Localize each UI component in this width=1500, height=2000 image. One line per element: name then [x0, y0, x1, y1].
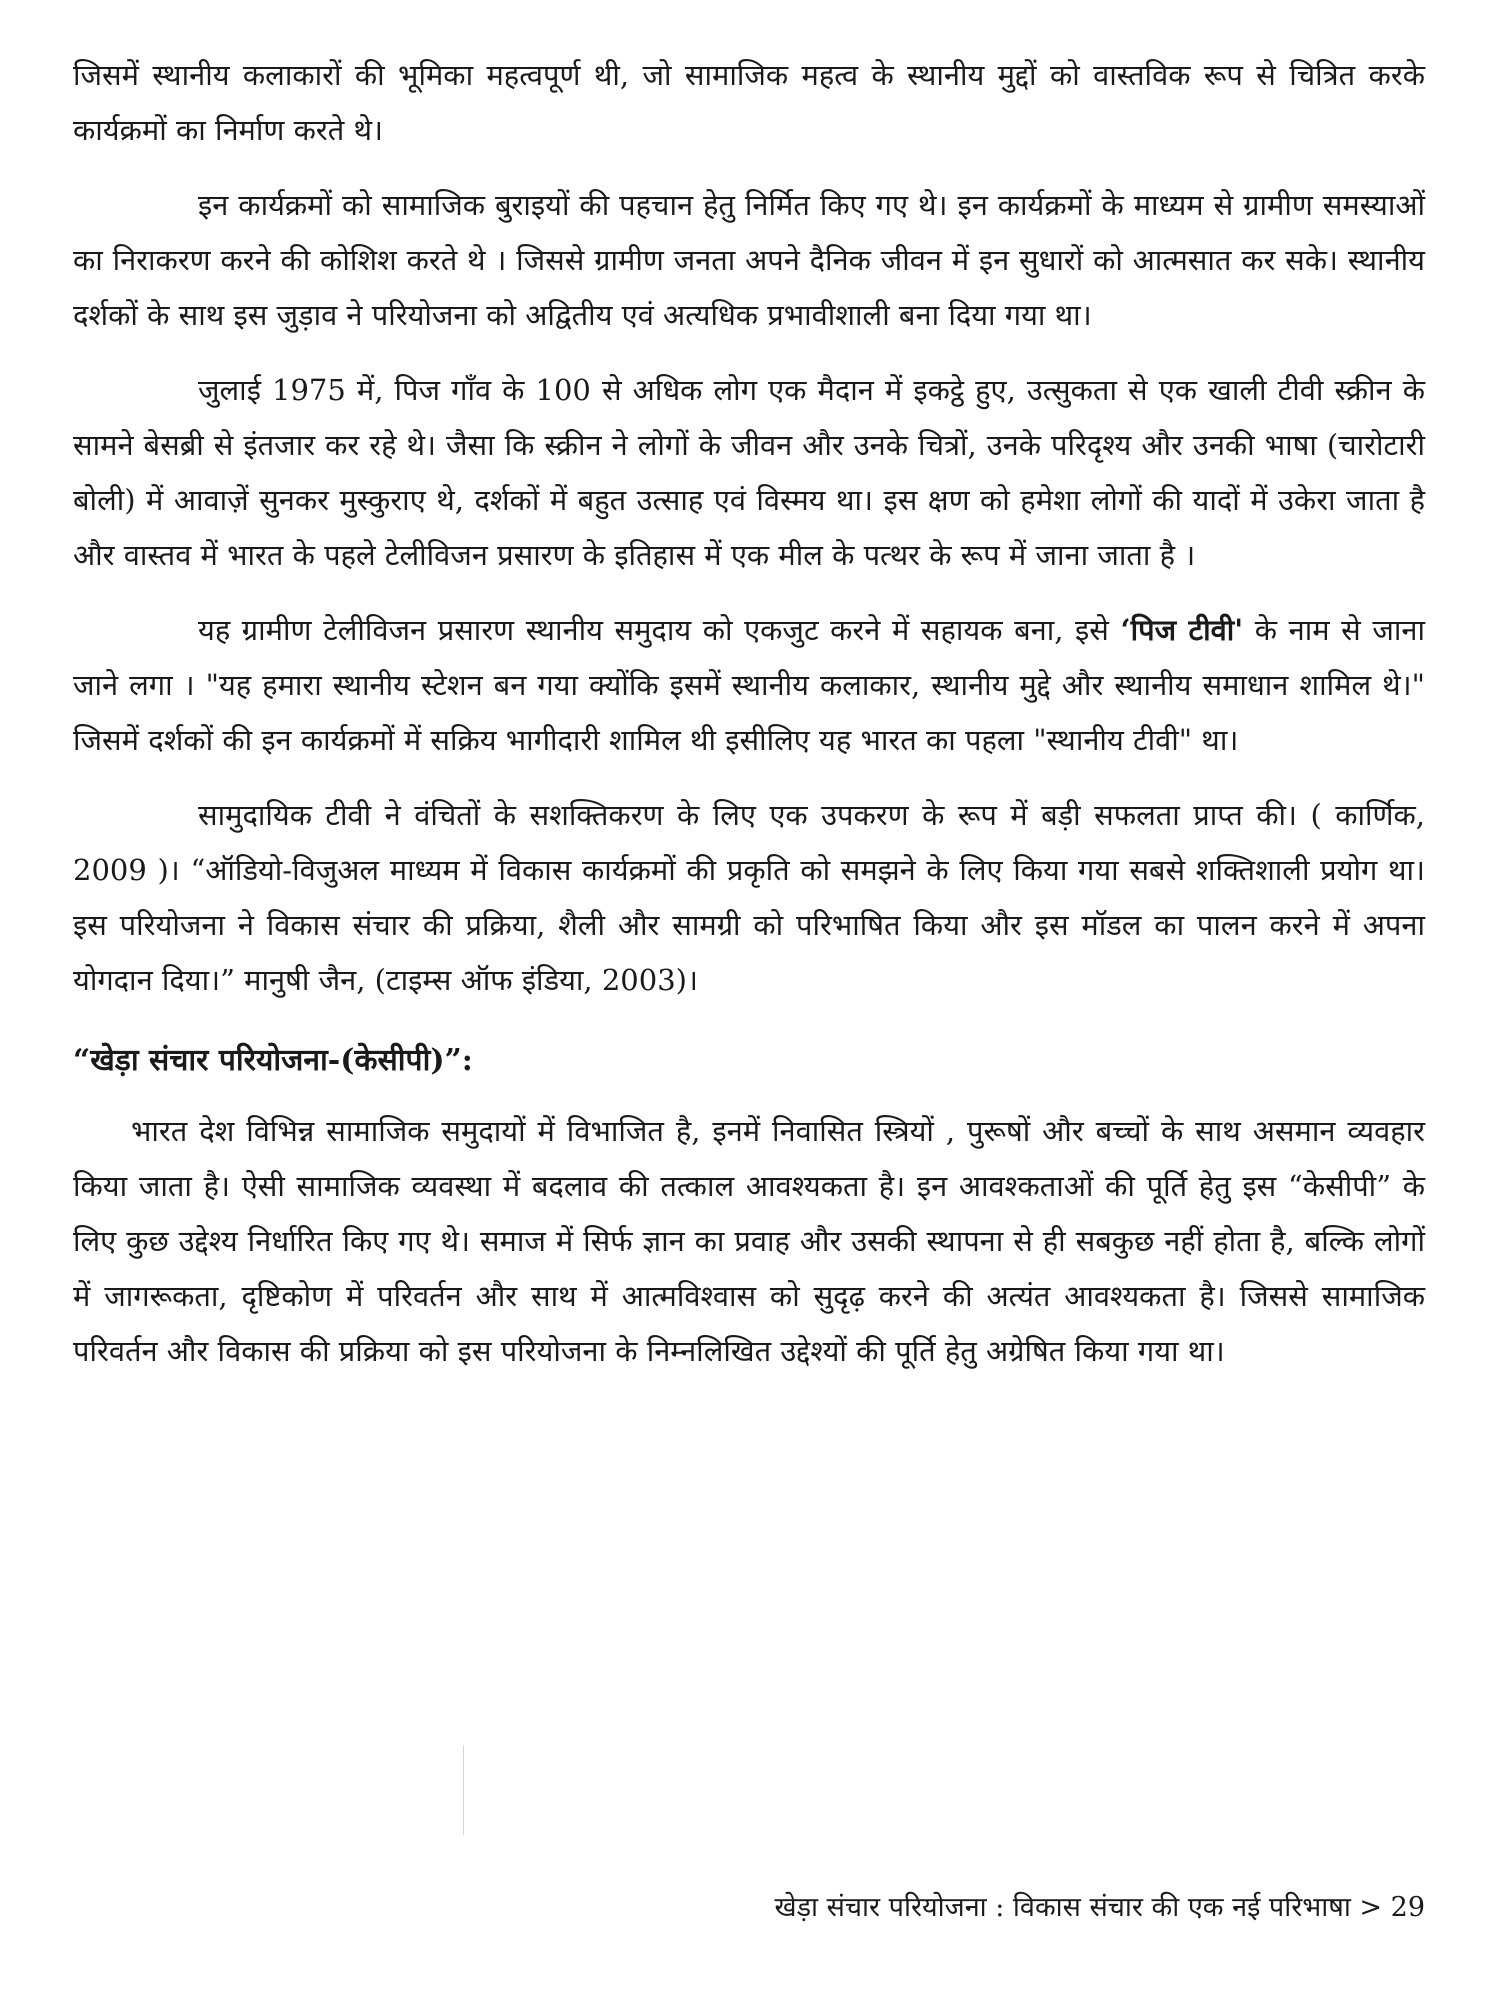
- paragraph-6: भारत देश विभिन्न सामाजिक समुदायों में विभाजित है, इनमें निवासित स्त्रियों , पुरूषों और बच्चों के साथ असमान व्यवहार किया जाता है। ऐसी सामाजिक व्यवस्था में बदलाव की तत्काल आवश्यकता है। इन आवश्कताओं की पूर्ति हेतु इस “केसीपी” के लिए कुछ उद्देश्य निर्धारित किए गए थे। समाज में सिर्फ ज्ञान का प्रवाह और उसकी स्थापना से ही सबकुछ नहीं होता है, बल्कि लोगों में जागरूकता, दृष्टिकोण में परिवर्तन और साथ में आत्मविश्वास को सुदृढ़ करने की अत्यंत आवश्यकता है। जिससे सामाजिक परिवर्तन और विकास की प्रक्रिया को इस परियोजना के निम्नलिखित उद्देश्यों की पूर्ति हेतु अग्रेषित किया गया था।: [73, 1114, 1425, 1368]
- paragraph-5: सामुदायिक टीवी ने वंचितों के सशक्तिकरण के लिए एक उपकरण के रूप में बड़ी सफलता प्राप्त की। ( कार्णिक, 2009 )। “ऑडियो-विजुअल माध्यम में विकास कार्यक्रमों की प्रकृति को समझने के लिए किया गया सबसे शक्तिशाली प्रयोग था। इस परियोजना ने विकास संचार की प्रक्रिया, शैली और सामग्री को परिभाषित किया और इस मॉडल का पालन करने में अपना योगदान दिया।” मानुषी जैन, (टाइम्स ऑफ इंडिया, 2003)।: [73, 798, 1425, 997]
- paragraph-4-text-before: यह ग्रामीण टेलीविजन प्रसारण स्थानीय समुदाय को एकजुट करने में सहायक बना, इसे: [198, 613, 1121, 647]
- paragraph-4-bold-term: ‘पिज टीवी': [1120, 613, 1244, 647]
- paragraph-4-text-after: के नाम से जाना जाने लगा । "यह हमारा स्थानीय स्टेशन बन गया क्योंकि इसमें स्थानीय कलाकार, स्थानीय मुद्दे और स्थानीय समाधान शामिल थे।" जिसमें दर्शकों की इन कार्यक्रमों में सक्रिय भागीदारी शामिल थी इसीलिए यह भारत का पहला "स्थानीय टीवी" था।: [73, 613, 1425, 757]
- scan-artifact-line: [463, 1745, 464, 1835]
- paragraph-3: जुलाई 1975 में, पिज गाँव के 100 से अधिक लोग एक मैदान में इकट्ठे हुए, उत्सुकता से एक खाली टीवी स्क्रीन के सामने बेसब्री से इंतजार कर रहे थे। जैसा कि स्क्रीन ने लोगों के जीवन और उनके चित्रों, उनके परिदृश्य और उनकी भाषा (चारोटारी बोली) में आवाज़ें सुनकर मुस्कुराए थे, दर्शकों में बहुत उत्साह एवं विस्मय था। इस क्षण को हमेशा लोगों की यादों में उकेरा जाता है और वास्तव में भारत के पहले टेलीविजन प्रसारण के इतिहास में एक मील के पत्थर के रूप में जाना जाता है ।: [73, 373, 1425, 572]
- document-body: [73, 48, 1425, 1399]
- page-footer: खेड़ा संचार परियोजना : विकास संचार की एक नई परिभाषा > 29: [774, 1892, 1425, 1923]
- section-heading: “खेड़ा संचार परियोजना-(केसीपी)”:: [73, 1043, 473, 1078]
- paragraph-2: इन कार्यक्रमों को सामाजिक बुराइयों की पहचान हेतु निर्मित किए गए थे। इन कार्यक्रमों के माध्यम से ग्रामीण समस्याओं का निराकरण करने की कोशिश करते थे । जिससे ग्रामीण जनता अपने दैनिक जीवन में इन सुधारों को आत्मसात कर सके। स्थानीय दर्शकों के साथ इस जुड़ाव ने परियोजना को अद्वितीय एवं अत्यधिक प्रभावीशाली बना दिया गया था।: [73, 188, 1425, 332]
- paragraph-4: [73, 603, 1425, 768]
- paragraph-1: जिसमें स्थानीय कलाकारों की भूमिका महत्वपूर्ण थी, जो सामाजिक महत्व के स्थानीय मुद्दों को वास्तविक रूप से चित्रित करके कार्यक्रमों का निर्माण करते थे।: [73, 58, 1425, 147]
